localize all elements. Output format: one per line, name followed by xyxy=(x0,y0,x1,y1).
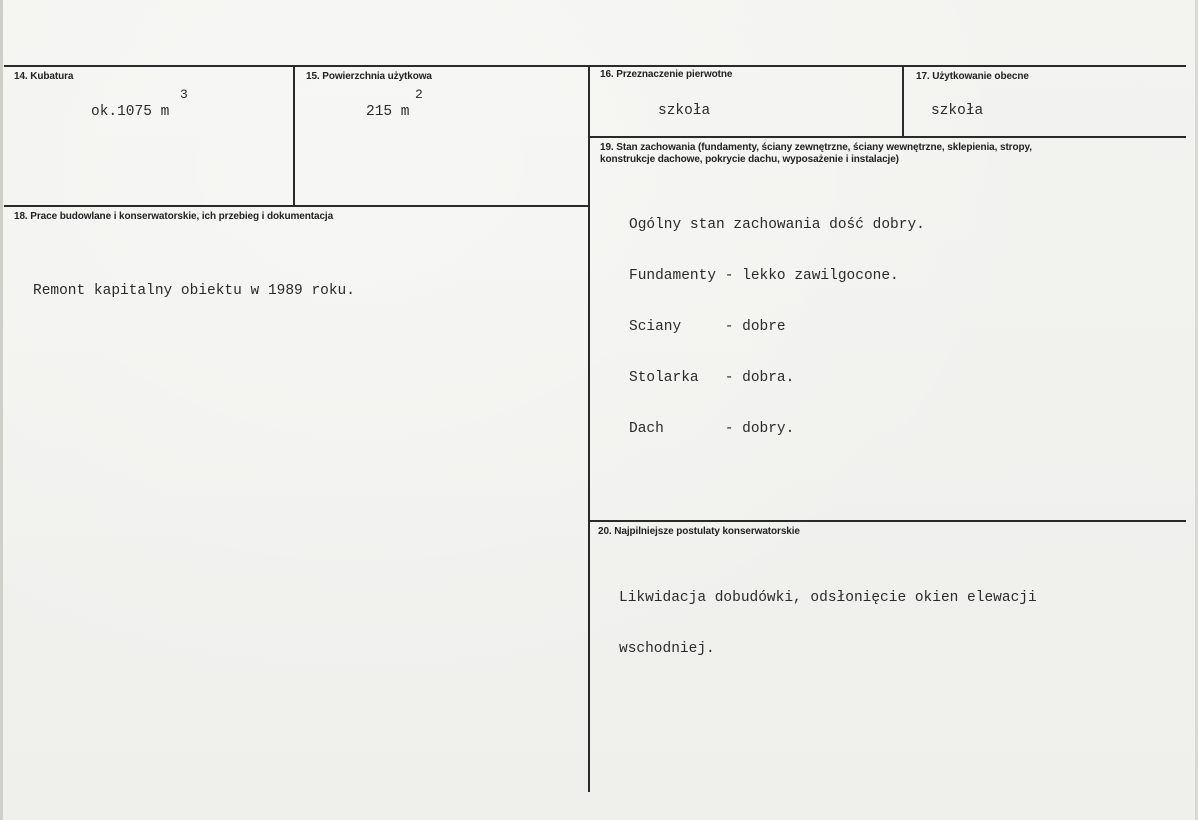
field-20-label: 20. Najpilniejsze postulaty konserwatorskie xyxy=(598,526,800,537)
field-16-value: szkoła xyxy=(658,103,711,119)
field-14-value: ok.1075 m xyxy=(91,104,170,120)
rule-under-14-15 xyxy=(4,205,589,207)
field-20-line: wschodniej. xyxy=(619,641,715,657)
rule-under-16-17 xyxy=(588,136,1186,138)
field-15-label: 15. Powierzchnia użytkowa xyxy=(306,71,432,82)
field-20-line: Likwidacja dobudówki, odsłonięcie okien elewacji xyxy=(619,590,1037,606)
rule-under-19 xyxy=(590,520,1186,522)
field-19-text xyxy=(629,183,925,472)
field-14-exponent: 3 xyxy=(180,87,188,102)
field-20-text xyxy=(619,556,1037,692)
field-19-label: 19. Stan zachowania (fundamenty, ściany zewnętrzne, ściany wewnętrzne, sklepienia, stropy, konstrukcje dachowe, pokrycie dachu, wyposażenie i instalacje) xyxy=(600,142,1032,165)
field-17-label: 17. Użytkowanie obecne xyxy=(916,71,1029,82)
field-18-value: Remont kapitalny obiektu w 1989 roku. xyxy=(33,283,355,299)
card-edge-left xyxy=(0,0,3,820)
field-16-label: 16. Przeznaczenie pierwotne xyxy=(600,69,733,80)
field-15-value: 215 m xyxy=(366,104,410,120)
field-19-line: Fundamenty - lekko zawilgocone. xyxy=(629,268,899,284)
field-18-label: 18. Prace budowlane i konserwatorskie, ich przebieg i dokumentacja xyxy=(14,211,334,222)
field-14-label: 14. Kubatura xyxy=(14,71,74,82)
field-19-line: Dach - dobry. xyxy=(629,421,795,437)
field-17-value: szkoła xyxy=(931,103,984,119)
rule-v-main xyxy=(588,65,590,792)
rule-v-16-17 xyxy=(902,66,904,137)
rule-v-14-15 xyxy=(293,65,295,206)
field-15-exponent: 2 xyxy=(415,87,423,102)
field-19-line: Sciany - dobre xyxy=(629,319,786,335)
rule-top xyxy=(4,65,1186,67)
field-19-line: Ogólny stan zachowania dość dobry. xyxy=(629,217,925,233)
field-19-line: Stolarka - dobra. xyxy=(629,370,795,386)
